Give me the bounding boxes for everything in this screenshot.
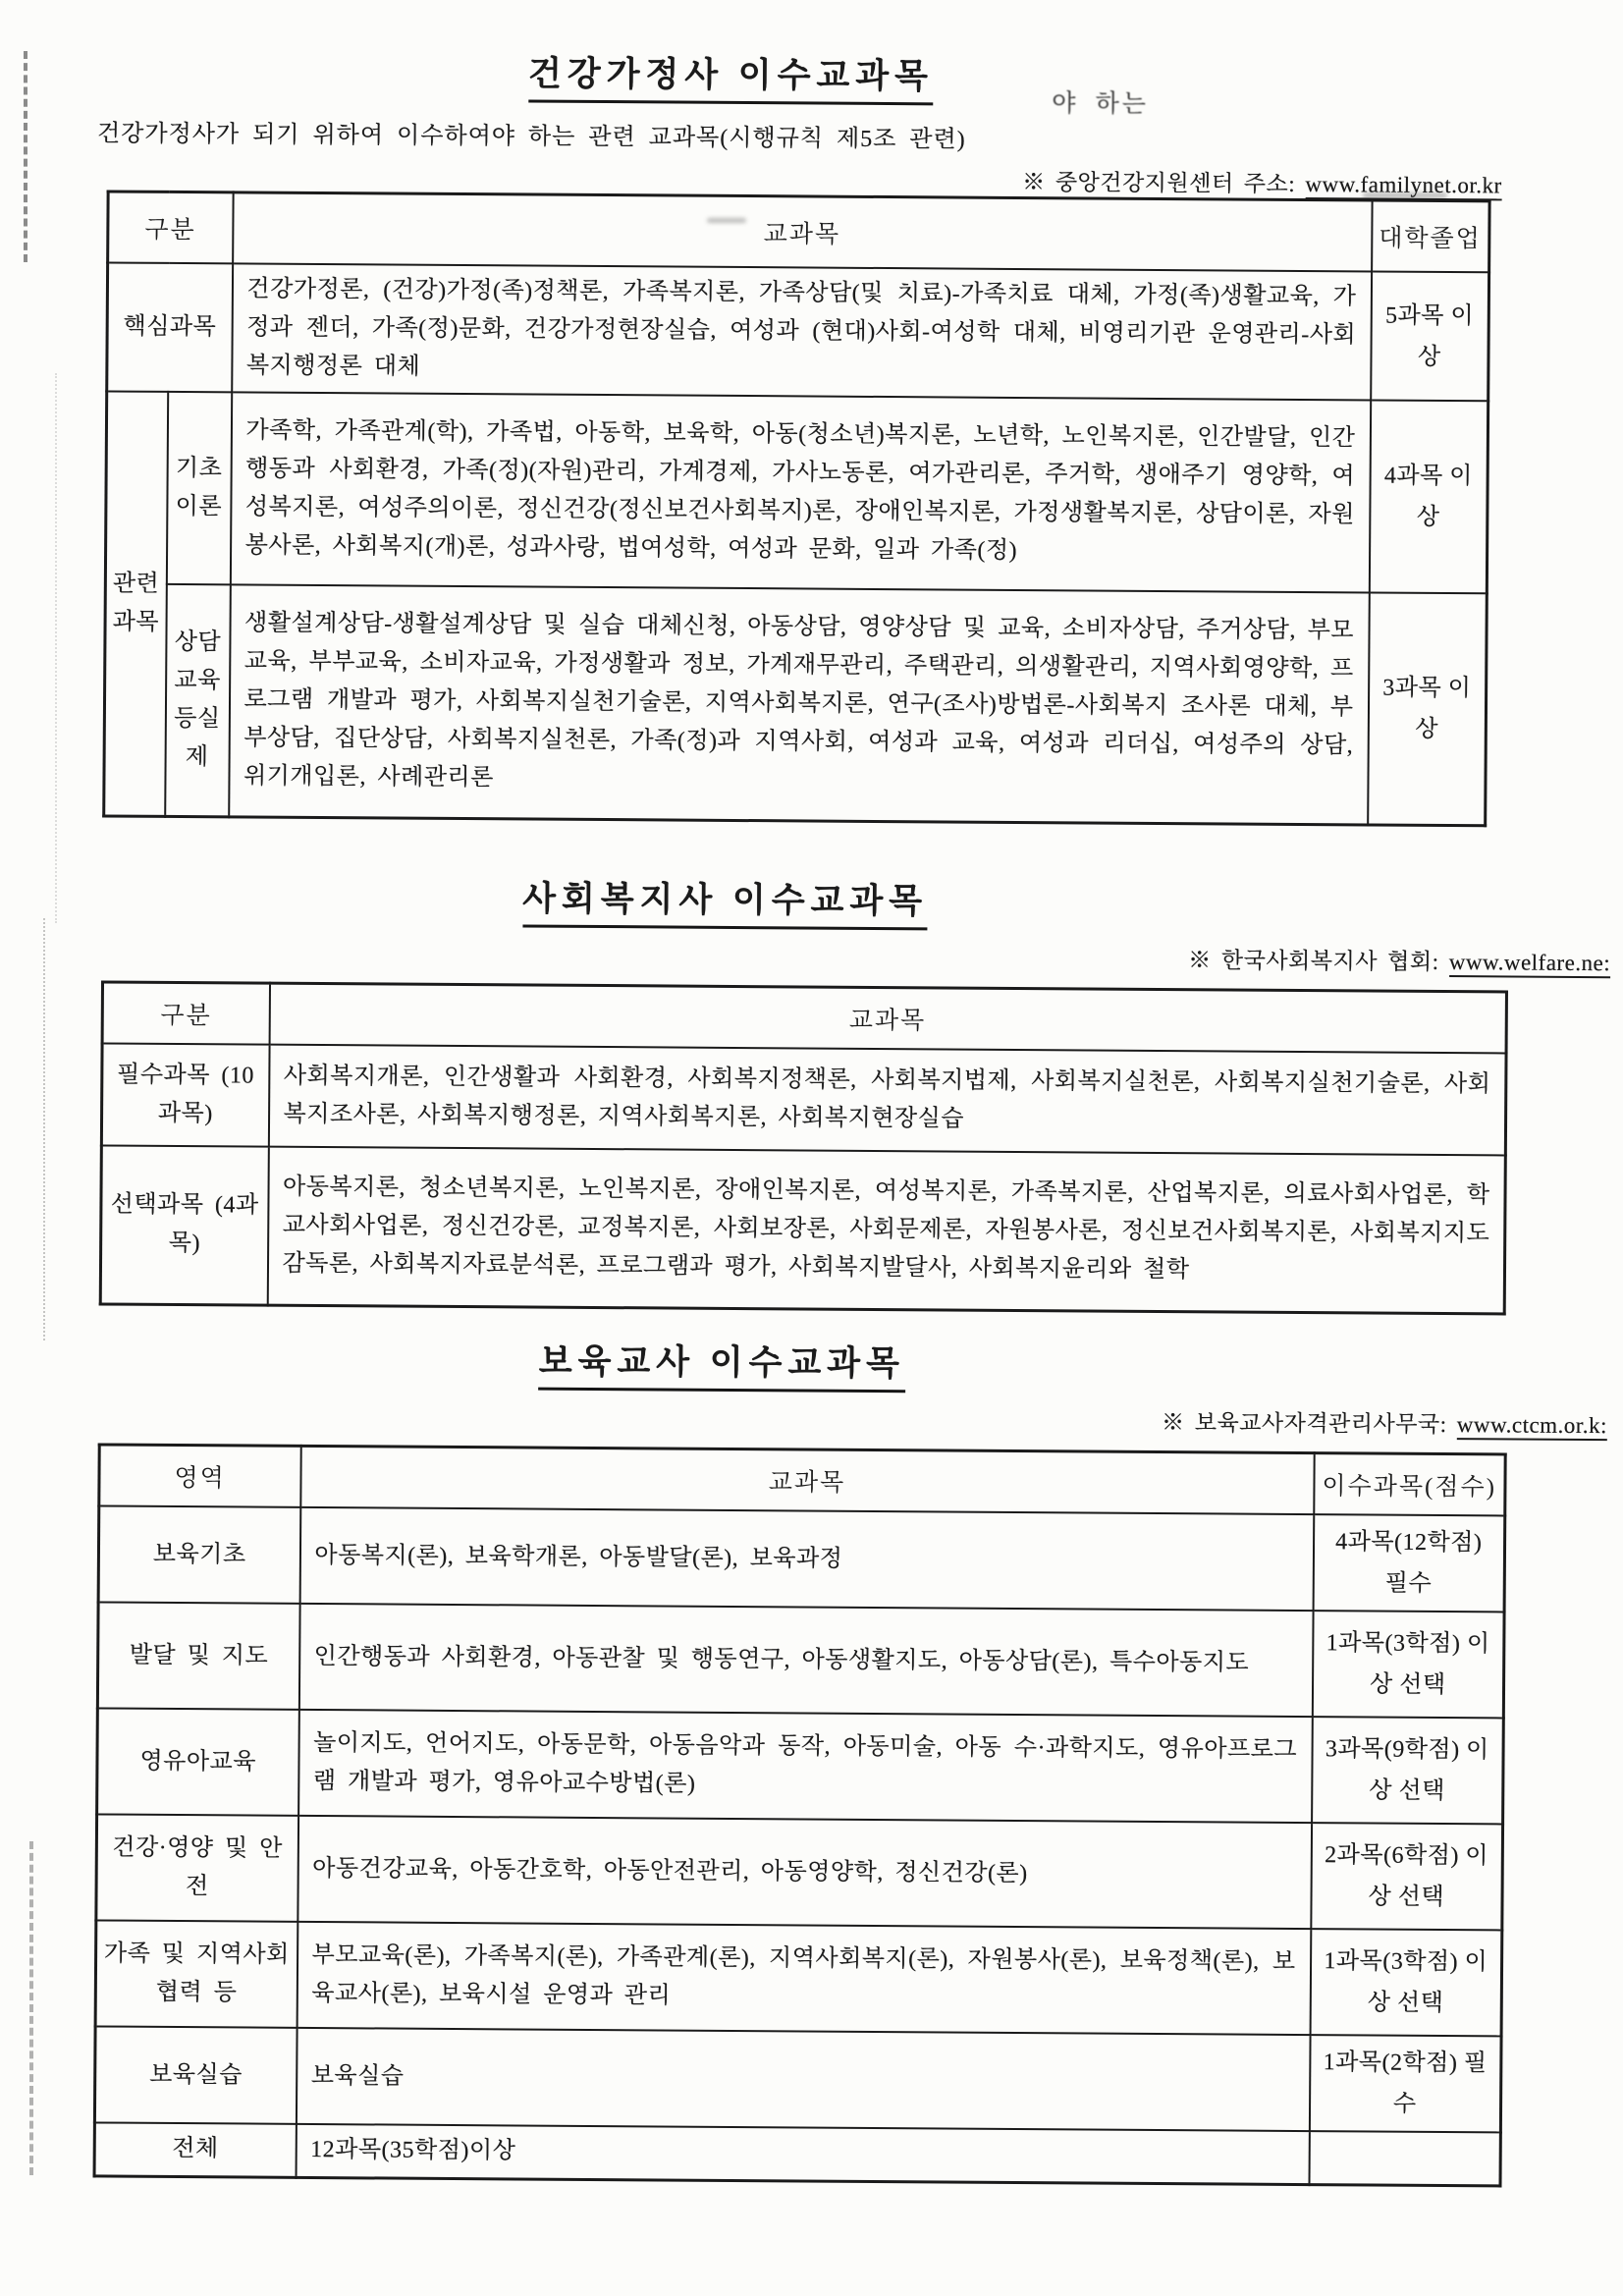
t3-row-courses: 아동복지(론), 보육학개론, 아동발달(론), 보육과정 — [299, 1507, 1314, 1611]
welfare-url-link[interactable]: www.welfare.ne: — [1449, 950, 1611, 978]
ghost-bleed-text: 야 하는 — [1052, 90, 1150, 118]
table-row — [98, 1505, 1505, 1612]
section3-note-label: ※ 보육교사자격관리사무국: — [1161, 1410, 1447, 1438]
t3-row-area: 보육실습 — [94, 2026, 297, 2123]
t3-row-courses: 아동건강교육, 아동간호학, 아동안전관리, 아동영양학, 정신건강(론) — [298, 1816, 1312, 1929]
t2-elective-courses: 아동복지론, 청소년복지론, 노인복지론, 장애인복지론, 여성복지론, 가족복지론, 산업복지론, 의료사회사업론, 학교사회사업론, 정신건강론, 교정복지론, 사회보장론, 사회문제론, 자원봉사론, 정신보건사회복지론, 사회복지지도감독론, 사회복지자료분석론, 프로그램과 평가, 사회복지발달사, 사회복지윤리와 철학 — [267, 1146, 1505, 1314]
section1-subtitle: 건강가정사가 되기 위하여 이수하여야 하는 관련 교과목(시행규칙 제5조 관련) — [96, 121, 966, 153]
t3-header-credit: 이수과목(점수) — [1314, 1453, 1505, 1516]
table-row-elective — [100, 1145, 1505, 1314]
t3-row-courses: 보육실습 — [296, 2028, 1310, 2131]
healthy-family-courses-table — [102, 190, 1490, 826]
t3-row-area: 영유아교육 — [97, 1708, 299, 1815]
ctcm-url-link[interactable]: www.ctcm.or.k: — [1457, 1412, 1607, 1441]
t3-row-courses: 놀이지도, 언어지도, 아동문학, 아동음악과 동작, 아동미술, 아동 수·과학지도, 영유아프로그램 개발과 평가, 영유아교수방법(론) — [298, 1710, 1313, 1823]
table-row — [95, 1920, 1502, 2036]
t3-header-courses: 교과목 — [300, 1446, 1314, 1514]
t3-row-courses: 부모교육(론), 가족복지(론), 가족관계(론), 지역사회복지(론), 자원봉사(론), 보육정책(론), 보육교사(론), 보육시설 운영과 관리 — [297, 1922, 1311, 2035]
t1-core-label: 핵심과목 — [107, 262, 233, 392]
table-row-counsel-practice — [104, 583, 1488, 825]
section3-title: 보육교사 이수교과목 — [539, 1335, 905, 1394]
t3-row-area: 건강·영양 및 안전 — [96, 1814, 298, 1921]
t1-counsel-courses: 생활설계상담-생활설계상담 및 실습 대체신청, 아동상담, 영양상담 및 교육, 소비자상담, 주거상담, 부모교육, 부부교육, 소비자교육, 가정생활과 정보, 가계재무관리, 주택관리, 의생활관리, 지역사회영양학, 프로그램 개발과 평가, 사회복지실천기술론, 지역사회복지론, 연구(조사)방법론-사회복지 조사론 대체, 부부상담, 집단상담, 사회복지실천론, 가족(정)과 지역사회, 여성과 교육, 여성과 리더십, 여성주의 상담, 위기개입론, 사례관리론 — [229, 584, 1370, 824]
table-header-row — [102, 981, 1506, 1052]
t2-elective-label: 선택과목 (4과목) — [100, 1145, 268, 1305]
table-row — [97, 1708, 1504, 1824]
t2-required-courses: 사회복지개론, 인간생활과 사회환경, 사회복지정책론, 사회복지법제, 사회복지실천론, 사회복지실천기술론, 사회복지조사론, 사회복지행정론, 지역사회복지론, 사회복지현장실습 — [268, 1044, 1506, 1155]
t1-basic-courses: 가족학, 가족관계(학), 가족법, 아동학, 보육학, 아동(청소년)복지론, 노년학, 노인복지론, 인간발달, 인간행동과 사회환경, 가족(정)(자원)관리, 가계경제, 가사노동론, 여가관리론, 주거학, 생애주기 영양학, 여성복지론, 여성주의이론, 정신건강(정신보건사회복지)론, 장애인복지론, 가정생활복지론, 상담이론, 자원봉사론, 사회복지(개)론, 성과사랑, 법여성학, 여성과 문화, 일과 가족(정) — [230, 392, 1370, 592]
t3-row-area: 보육기초 — [98, 1505, 300, 1603]
section2-note-label: ※ 한국사회복지사 협회: — [1188, 947, 1439, 974]
t3-row-courses: 12과목(35학점)이상 — [296, 2124, 1309, 2184]
section1-title: 건강가정사 이수교과목 — [528, 46, 934, 105]
social-worker-courses-table — [99, 980, 1508, 1315]
t1-header-category: 구분 — [108, 191, 234, 263]
t3-row-area: 가족 및 지역사회 협력 등 — [95, 1920, 298, 2027]
t1-counsel-label: 상담교육등실제 — [165, 584, 231, 816]
table-row — [97, 1602, 1504, 1718]
section2-title: 사회복지사 이수교과목 — [522, 871, 928, 930]
t1-header-courses: 교과목 — [233, 192, 1372, 272]
t3-row-credit: 1과목(3학점) 이상 선택 — [1312, 1611, 1504, 1718]
t2-header-courses: 교과목 — [269, 983, 1506, 1053]
table-row — [96, 1814, 1503, 1930]
table-row-basic-theory — [105, 391, 1488, 593]
familynet-url-link[interactable]: www.familynet.or.kr — [1305, 172, 1501, 200]
t1-basic-label: 기초이론 — [166, 392, 231, 584]
t1-core-degree: 5과목 이상 — [1371, 271, 1489, 401]
t3-row-credit: 2과목(6학점) 이상 선택 — [1311, 1823, 1503, 1930]
t3-row-area: 발달 및 지도 — [97, 1602, 299, 1709]
table-row — [94, 2026, 1501, 2132]
t1-header-degree: 대학졸업 — [1372, 200, 1490, 272]
childcare-teacher-courses-table — [93, 1443, 1507, 2187]
t3-row-courses: 인간행동과 사회환경, 아동관찰 및 행동연구, 아동생활지도, 아동상담(론), 특수아동지도 — [298, 1604, 1313, 1717]
t3-row-credit: 1과목(3학점) 이상 선택 — [1310, 1929, 1502, 2036]
t1-basic-degree: 4과목 이상 — [1369, 400, 1488, 593]
t3-row-credit — [1309, 2131, 1500, 2185]
table-header-row — [108, 191, 1489, 272]
table-row-core — [107, 262, 1489, 401]
table-row-required — [101, 1043, 1506, 1155]
section1-note-label: ※ 중앙건강지원센터 주소: — [1022, 169, 1296, 196]
t1-core-courses: 건강가정론, (건강)가정(족)정책론, 가족복지론, 가족상담(및 치료)-가족치료 대체, 가정(족)생활교육, 가정과 젠더, 가족(정)문화, 건강가정현장실습, 여성과 (현대)사회-여성학 대체, 비영리기관 운영관리-사회복지행정론 대체 — [232, 263, 1372, 400]
t1-counsel-degree: 3과목 이상 — [1368, 592, 1488, 825]
t3-row-credit: 4과목(12학점) 필수 — [1313, 1514, 1505, 1612]
t1-related-label: 관련과목 — [104, 391, 168, 815]
t3-row-area: 전체 — [94, 2122, 296, 2176]
section2-note — [0, 933, 1610, 976]
t3-row-credit: 1과목(2학점) 필수 — [1309, 2035, 1501, 2132]
t3-header-area: 영역 — [99, 1445, 300, 1507]
section3-note — [0, 1396, 1607, 1440]
t3-row-credit: 3과목(9학점) 이상 선택 — [1312, 1717, 1504, 1824]
table-header-row — [99, 1445, 1505, 1515]
t2-header-category: 구분 — [102, 981, 269, 1044]
table-row — [94, 2122, 1500, 2185]
t2-required-label: 필수과목 (10과목) — [101, 1043, 269, 1146]
